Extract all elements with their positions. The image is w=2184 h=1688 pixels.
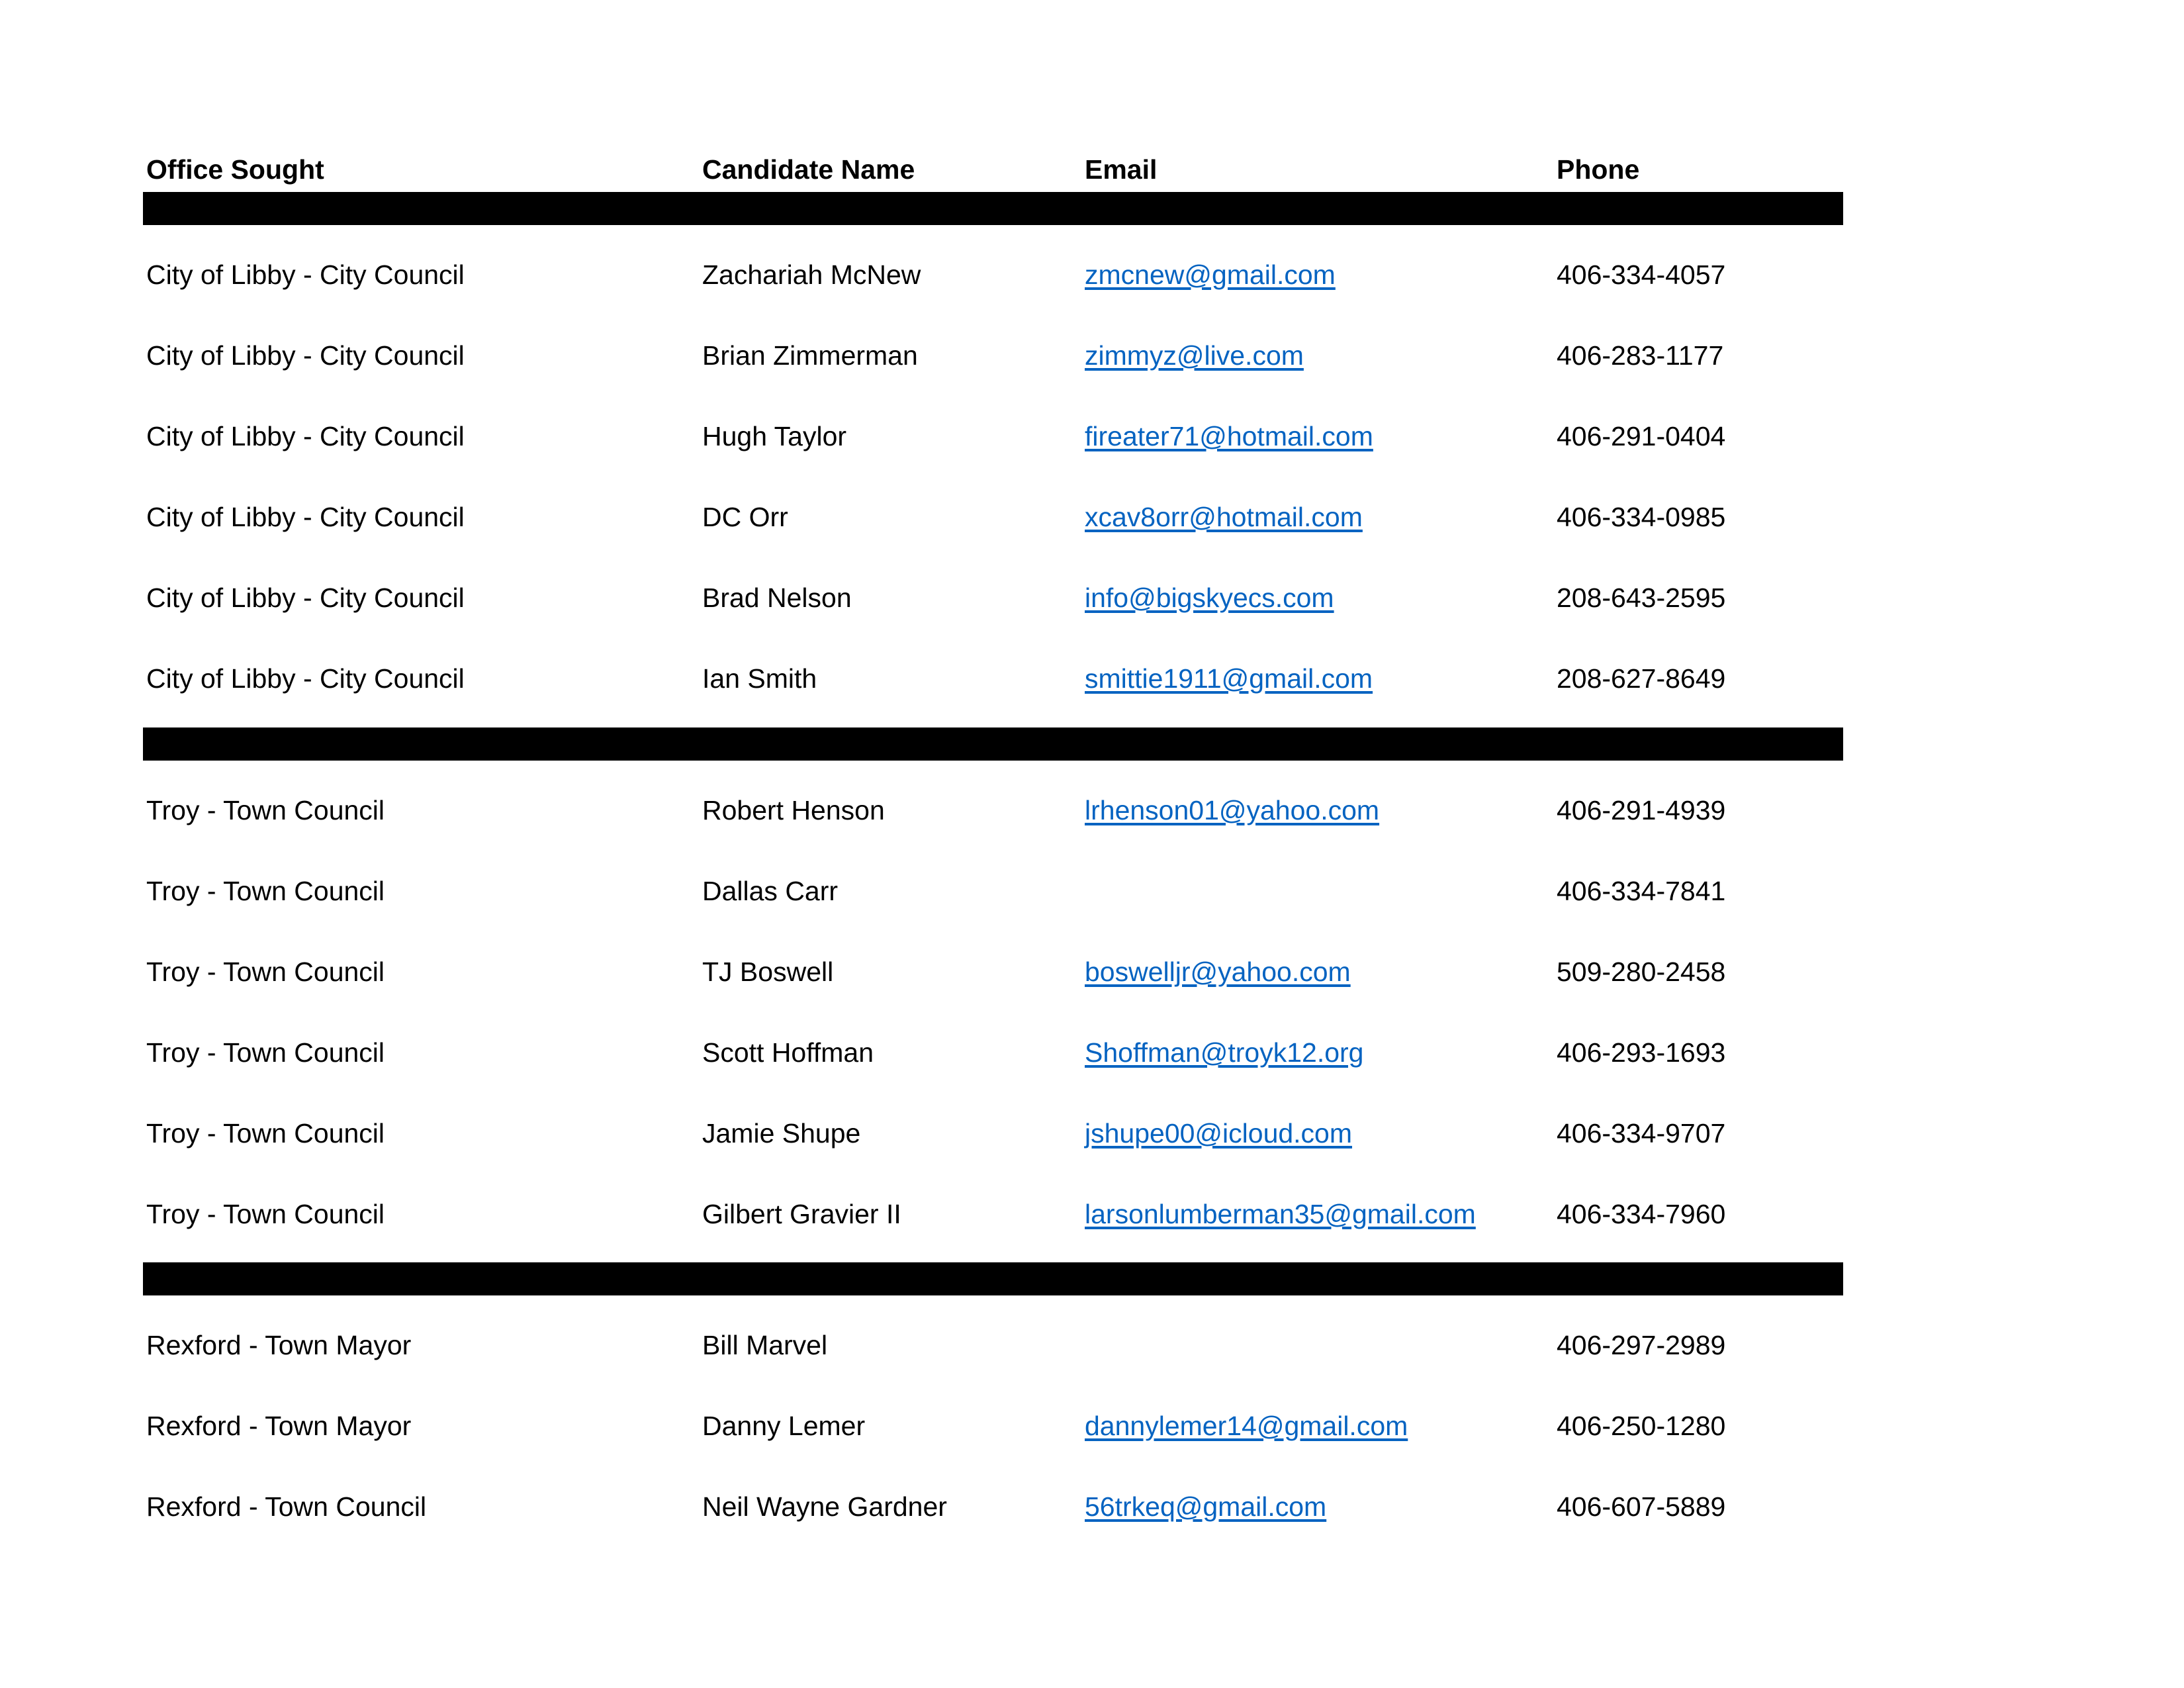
name-cell: Zachariah McNew: [702, 259, 921, 290]
table-row: [146, 1033, 1841, 1072]
phone-cell: 208-627-8649: [1557, 663, 1726, 694]
name-cell: Brad Nelson: [702, 583, 852, 613]
office-cell: City of Libby - City Council: [146, 663, 465, 694]
header-divider-bar: [143, 192, 1843, 225]
email-link[interactable]: dannylemer14@gmail.com: [1085, 1411, 1408, 1441]
group-divider-bar: [143, 727, 1843, 761]
name-cell: Scott Hoffman: [702, 1037, 874, 1068]
office-cell: Rexford - Town Mayor: [146, 1411, 412, 1441]
phone-cell: 406-334-7960: [1557, 1199, 1726, 1229]
office-cell: Troy - Town Council: [146, 1037, 385, 1068]
email-header: Email: [1085, 154, 1158, 185]
office-cell: City of Libby - City Council: [146, 583, 465, 613]
table-row: [146, 659, 1841, 698]
phone-cell: 406-334-7841: [1557, 876, 1726, 906]
office-cell: Troy - Town Council: [146, 876, 385, 906]
phone-header: Phone: [1557, 154, 1640, 185]
phone-cell: 509-280-2458: [1557, 957, 1726, 987]
table-row: [146, 497, 1841, 537]
table-header: [146, 150, 1841, 189]
table-row: [146, 336, 1841, 375]
office-cell: City of Libby - City Council: [146, 259, 465, 290]
name-cell: Robert Henson: [702, 795, 885, 825]
email-link[interactable]: smittie1911@gmail.com: [1085, 663, 1373, 694]
table-row: [146, 1194, 1841, 1234]
office-cell: Rexford - Town Mayor: [146, 1330, 412, 1360]
name-cell: Ian Smith: [702, 663, 817, 694]
email-link[interactable]: fireater71@hotmail.com: [1085, 421, 1373, 451]
office-cell: Troy - Town Council: [146, 1199, 385, 1229]
email-link[interactable]: zmcnew@gmail.com: [1085, 259, 1336, 290]
email-link[interactable]: 56trkeq@gmail.com: [1085, 1491, 1327, 1522]
email-link[interactable]: zimmyz@live.com: [1085, 340, 1304, 371]
office-cell: City of Libby - City Council: [146, 340, 465, 371]
name-cell: Jamie Shupe: [702, 1118, 861, 1149]
phone-cell: 406-334-0985: [1557, 502, 1726, 532]
phone-cell: 406-607-5889: [1557, 1491, 1726, 1522]
name-cell: Hugh Taylor: [702, 421, 847, 451]
name-cell: TJ Boswell: [702, 957, 834, 987]
phone-cell: 406-293-1693: [1557, 1037, 1726, 1068]
table-row: [146, 1487, 1841, 1526]
name-cell: Brian Zimmerman: [702, 340, 918, 371]
candidate-name-header: Candidate Name: [702, 154, 915, 185]
phone-cell: 406-283-1177: [1557, 340, 1724, 371]
office-cell: City of Libby - City Council: [146, 421, 465, 451]
email-link[interactable]: jshupe00@icloud.com: [1085, 1118, 1353, 1149]
name-cell: Gilbert Gravier II: [702, 1199, 901, 1229]
name-cell: Neil Wayne Gardner: [702, 1491, 947, 1522]
name-cell: DC Orr: [702, 502, 788, 532]
name-cell: Bill Marvel: [702, 1330, 828, 1360]
email-link[interactable]: Shoffman@troyk12.org: [1085, 1037, 1364, 1068]
office-cell: Troy - Town Council: [146, 957, 385, 987]
phone-cell: 406-297-2989: [1557, 1330, 1726, 1360]
name-cell: Danny Lemer: [702, 1411, 866, 1441]
table-row: [146, 1325, 1841, 1365]
email-link[interactable]: larsonlumberman35@gmail.com: [1085, 1199, 1476, 1229]
email-link[interactable]: boswelljr@yahoo.com: [1085, 957, 1351, 987]
office-cell: Troy - Town Council: [146, 1118, 385, 1149]
phone-cell: 406-334-4057: [1557, 259, 1726, 290]
table-row: [146, 790, 1841, 830]
table-row: [146, 1406, 1841, 1446]
email-link[interactable]: xcav8orr@hotmail.com: [1085, 502, 1363, 532]
office-cell: Rexford - Town Council: [146, 1491, 427, 1522]
email-link[interactable]: info@bigskyecs.com: [1085, 583, 1334, 613]
table-row: [146, 255, 1841, 295]
phone-cell: 406-334-9707: [1557, 1118, 1726, 1149]
phone-cell: 406-291-0404: [1557, 421, 1726, 451]
phone-cell: 406-291-4939: [1557, 795, 1726, 825]
table-row: [146, 871, 1841, 911]
email-link[interactable]: lrhenson01@yahoo.com: [1085, 795, 1380, 825]
office-cell: City of Libby - City Council: [146, 502, 465, 532]
office-cell: Troy - Town Council: [146, 795, 385, 825]
table-row: [146, 578, 1841, 618]
phone-cell: 208-643-2595: [1557, 583, 1726, 613]
group-divider-bar: [143, 1262, 1843, 1295]
name-cell: Dallas Carr: [702, 876, 839, 906]
phone-cell: 406-250-1280: [1557, 1411, 1726, 1441]
office-sought-header: Office Sought: [146, 154, 324, 185]
table-row: [146, 952, 1841, 992]
table-row: [146, 1113, 1841, 1153]
table-row: [146, 416, 1841, 456]
